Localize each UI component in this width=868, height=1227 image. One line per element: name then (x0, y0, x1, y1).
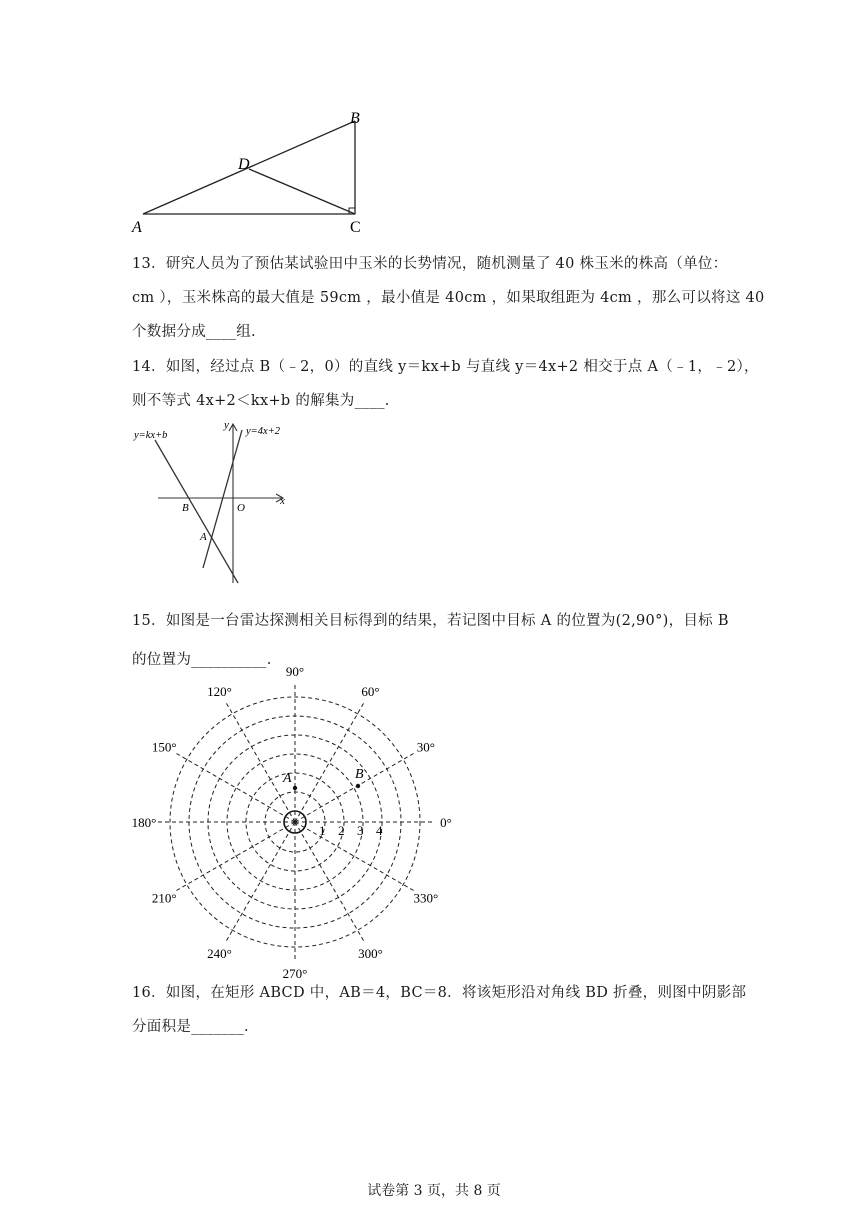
radar-angle-label: 300° (358, 945, 383, 961)
q13-line1: 13．研究人员为了预估某试验田中玉米的长势情况，随机测量了 40 株玉米的株高（单位： (132, 256, 728, 272)
label-y: y (224, 419, 229, 431)
q15-line2: 的位置为__________. (132, 652, 272, 668)
radar-ring-label: 4 (376, 823, 383, 838)
target-a-label: A (283, 771, 292, 786)
q16-line2: 分面积是_______. (132, 1019, 249, 1035)
radar-angle-label: 330° (413, 890, 439, 906)
radar-angle-label: 90° (285, 664, 305, 679)
label-a: A (200, 531, 207, 543)
label-d: D (238, 156, 250, 173)
label-a: A (132, 219, 142, 236)
label-x: x (280, 495, 285, 507)
radar-angle-label: 150° (151, 739, 177, 755)
radar-angle-label: 270° (282, 966, 308, 981)
radar-angle-label: 60° (361, 684, 380, 700)
label-c: C (350, 219, 361, 236)
radar-ring-label: 2 (338, 823, 345, 838)
radar-angle-label: 30° (416, 739, 435, 755)
label-b: B (350, 110, 360, 127)
q14-line1: 14．如图，经过点 B（﹣2，0）的直线 y＝kx+b 与直线 y＝4x+2 相交于点 A（﹣1，﹣2）， (132, 359, 759, 375)
label-kx: y=kx+b (134, 430, 168, 441)
radar-angle-label: 180° (131, 815, 157, 830)
radar-angle-label: 240° (207, 945, 232, 961)
label-4x: y=4x+2 (246, 426, 280, 437)
radar-ring-label: 1 (319, 823, 326, 838)
target-b-label: B (355, 767, 364, 782)
q13-line3: 个数据分成____组. (132, 324, 256, 340)
triangle-figure (125, 105, 375, 237)
q13-line2: cm ），玉米株高的最大值是 59cm ，最小值是 40cm ，如果取组距为 4cm ，那么可以将这 40 (132, 290, 765, 306)
radar-figure (131, 664, 452, 981)
q14-line2: 则不等式 4x+2＜kx+b 的解集为____. (132, 393, 390, 409)
radar-angle-label: 0° (440, 815, 452, 830)
page-footer: 试卷第 3 页，共 8 页 (367, 1183, 501, 1199)
target-a-point (293, 786, 297, 790)
linear-graph-figure (128, 418, 298, 588)
radar-ring-label: 3 (357, 823, 364, 838)
q16-line1: 16．如图，在矩形 ABCD 中，AB＝4，BC＝8．将该矩形沿对角线 BD 折叠，则图中阴影部 (132, 985, 747, 1001)
radar-angle-label: 120° (207, 684, 232, 700)
target-b-point (356, 784, 360, 788)
q15-line1: 15．如图是一台雷达探测相关目标得到的结果，若记图中目标 A 的位置为(2,90°)，目标 B (132, 613, 729, 629)
label-b: B (182, 502, 189, 514)
label-o: O (237, 502, 245, 514)
radar-angle-label: 210° (151, 890, 177, 906)
